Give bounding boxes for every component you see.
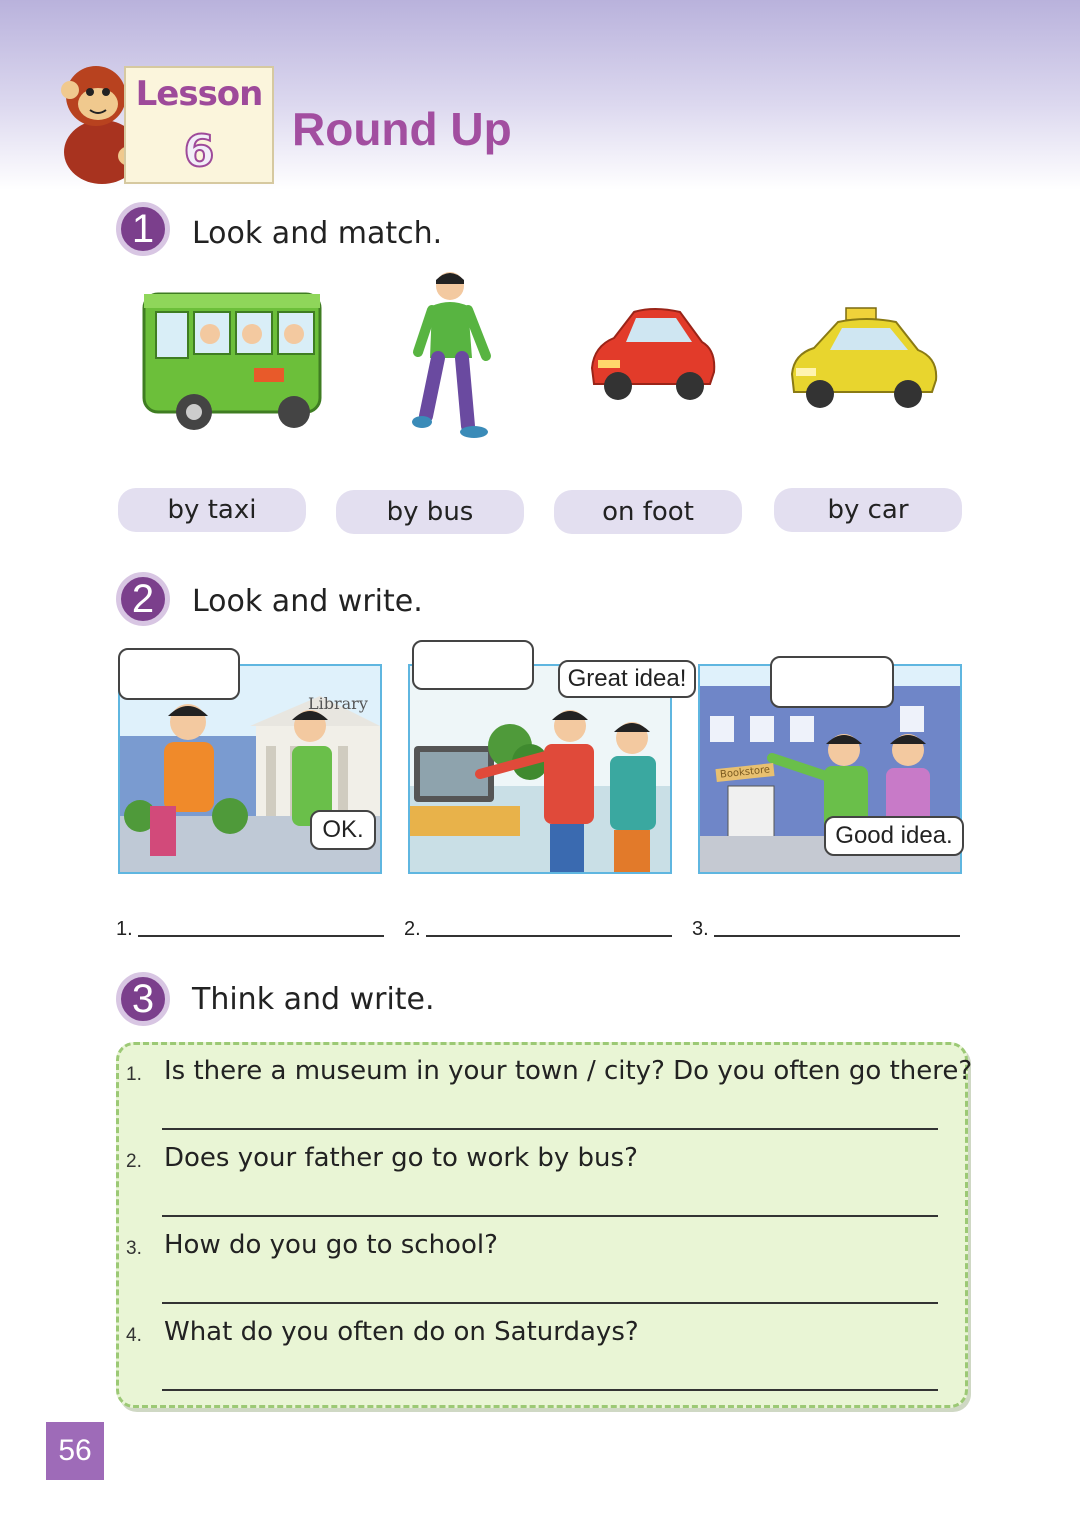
question-1-text: Is there a museum in your town / city? Do you often go there? (164, 1056, 973, 1086)
page-number: 56 (46, 1422, 104, 1480)
answer-1-line[interactable] (138, 935, 384, 937)
scene-2-reply-bubble: Great idea! (558, 660, 696, 698)
question-4-answer-line[interactable] (162, 1389, 938, 1391)
question-4-number: 4. (126, 1325, 142, 1346)
red-car-illustration (584, 298, 720, 410)
lesson-label: Lesson (135, 74, 263, 114)
bus-illustration (134, 284, 326, 434)
section-2-number: 2 (116, 572, 170, 626)
label-on-foot[interactable]: on foot (554, 490, 742, 534)
label-by-taxi[interactable]: by taxi (118, 488, 306, 532)
answer-2-number: 2. (404, 918, 421, 940)
scene-1-speech-input[interactable] (118, 648, 240, 700)
section-2-title: Look and write. (192, 584, 423, 619)
question-1-answer-line[interactable] (162, 1128, 938, 1130)
question-1-number: 1. (126, 1064, 142, 1085)
question-4-text: What do you often do on Saturdays? (164, 1317, 639, 1347)
scene-2-speech-input[interactable] (412, 640, 534, 690)
lesson-card (124, 66, 274, 184)
library-sign: Library (308, 694, 368, 713)
walking-boy-illustration (404, 266, 500, 444)
page-title: Round Up (292, 103, 512, 155)
section-3-number: 3 (116, 972, 170, 1026)
answer-3-number: 3. (692, 918, 709, 940)
question-3-answer-line[interactable] (162, 1302, 938, 1304)
questions-box (116, 1042, 968, 1408)
answer-2-line[interactable] (426, 935, 672, 937)
taxi-illustration (786, 304, 944, 412)
question-2-number: 2. (126, 1151, 142, 1172)
scene-3-speech-input[interactable] (770, 656, 894, 708)
section-3-title: Think and write. (192, 982, 435, 1017)
section-1-title: Look and match. (192, 216, 443, 251)
section-1-number: 1 (116, 202, 170, 256)
answer-3-line[interactable] (714, 935, 960, 937)
lesson-number: 6 (183, 126, 215, 177)
answer-1-number: 1. (116, 918, 133, 940)
lesson-badge (58, 56, 272, 186)
question-2-text: Does your father go to work by bus? (164, 1143, 638, 1173)
question-2-answer-line[interactable] (162, 1215, 938, 1217)
question-3-number: 3. (126, 1238, 142, 1259)
label-by-bus[interactable]: by bus (336, 490, 524, 534)
label-by-car[interactable]: by car (774, 488, 962, 532)
scene-1-reply-bubble: OK. (310, 810, 376, 850)
bookstore-sign: Bookstore (715, 763, 774, 782)
question-3-text: How do you go to school? (164, 1230, 498, 1260)
scene-3-reply-bubble: Good idea. (824, 816, 964, 856)
